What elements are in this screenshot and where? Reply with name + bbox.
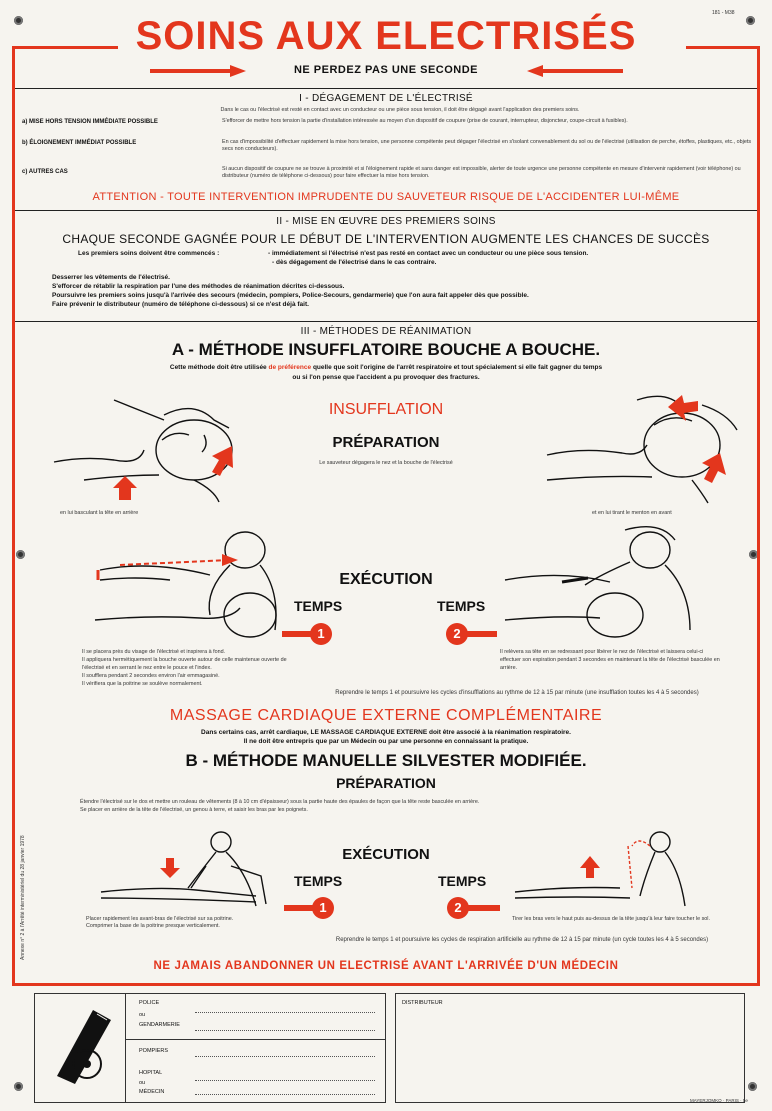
exec-left-text: Il se placera près du visage de l'électrisé et inspirera à fond. Il appliquera hermétiquement la bouche ouverte autour de celle maintenue ouverte de l'électrisé et en serrant le nez entre le pouce et l'index. Il soufflera pendant 2 secondes environ l'air emmagasiné. Il vérifiera que la poitrine se soulève normalement. — [82, 649, 287, 687]
execution-b-heading: EXÉCUTION — [342, 846, 430, 863]
section-3-heading: III - MÉTHODES DE RÉANIMATION — [300, 326, 472, 337]
massage-line-2: Il ne doit être entrepris que par un Médecin ou par une personne en connaissant la pratique. — [243, 738, 529, 745]
massage-line-1: Dans certains cas, arrêt cardiaque, LE MASSAGE CARDIAQUE EXTERNE doit être associé à la réanimation respiratoire. — [201, 729, 571, 736]
caption-left: en lui basculant la tête en arrière — [60, 510, 139, 516]
mounting-hole — [748, 1082, 757, 1091]
item-b-label: b) ÉLOIGNEMENT IMMÉDIAT POSSIBLE — [22, 140, 137, 146]
telephone-icon — [41, 1006, 119, 1090]
temps-b2-label: TEMPS — [438, 873, 487, 889]
exhalation-illustration — [500, 520, 700, 642]
arm-raise-illustration — [510, 826, 710, 914]
step-3: Poursuivre les premiers soins jusqu'à l'arrivée des secours (médecin, pompiers, Police-Secours, gendarmerie) que l'on aura fait appeler dès que possible. — [52, 292, 529, 299]
pompiers-label: POMPIERS — [139, 1048, 169, 1054]
side-note: Annexe n° 2 à l'Arrêté interministériel du 28 janvier 1978 — [20, 835, 26, 960]
temps-1-badge: 1 — [310, 623, 332, 645]
exec-b-left-text: Placer rapidement les avant-bras de l'électrisé sur sa poitrine. Comprimer la base de la poitrine presque verticalement. — [86, 916, 234, 929]
temps-b1-badge: 1 — [312, 897, 334, 919]
page-subtitle: NE PERDEZ PAS UNE SECONDE — [293, 64, 479, 76]
preparation-b-text-1: Étendre l'électrisé sur le dos et mettre un rouleau de vêtements (8 à 10 cm d'épaisseur) sous la partie haute des épaules de façon que la tête reste basculée en arrière. — [80, 799, 480, 805]
poster-reference: 181 - M38 — [712, 10, 735, 16]
temps-2-badge: 2 — [446, 623, 468, 645]
preparation-heading: PRÉPARATION — [332, 434, 440, 451]
temps-b2-badge: 2 — [447, 897, 469, 919]
mounting-hole — [14, 1082, 23, 1091]
distributeur-label: DISTRIBUTEUR — [402, 1000, 443, 1006]
mouth-to-mouth-illustration — [90, 520, 285, 642]
section-1-intro: Dans le cas ou l'électrisé est resté en contact avec un conducteur ou une pièce sous tension, il doit être dégagé avant l'application des premiers soins. — [220, 107, 580, 113]
hopital-label: HOPITAL — [139, 1070, 163, 1076]
caption-right: et en lui tirant le menton en avant — [592, 510, 672, 516]
temps-2-label: TEMPS — [437, 598, 486, 614]
emergency-contacts-box: POLICE ou GENDARMERIE POMPIERS HOPITAL ou MÉDECIN — [34, 993, 386, 1103]
medecin-label: MÉDECIN — [139, 1089, 165, 1095]
section-2-line-b: - immédiatement si l'électrisé n'est pas resté en contact avec un conducteur ou une pièce sous tension. — [268, 250, 589, 257]
repeat-b-text: Reprendre le temps 1 et poursuivre les cycles de respiration artificielle au rythme de 12 à 15 par minute (un cycle toutes les 4 à 5 secondes) — [335, 937, 709, 943]
distributor-box — [395, 993, 745, 1103]
insufflation-heading: INSUFFLATION — [328, 401, 444, 418]
method-a-title: A - MÉTHODE INSUFFLATOIRE BOUCHE A BOUCHE. — [171, 340, 601, 359]
preparation-b-heading: PRÉPARATION — [336, 775, 436, 791]
section-2-line-a: Les premiers soins doivent être commencés : — [78, 250, 220, 257]
right-arrow-icon — [150, 65, 246, 77]
section-2-lead: CHAQUE SECONDE GAGNÉE POUR LE DÉBUT DE L'INTERVENTION AUGMENTE LES CHANCES DE SUCCÈS — [62, 232, 710, 246]
preparation-b-text-2: Se placer en arrière de la tête de l'électrisé, un genou à terre, et saisir les bras par les poignets. — [80, 807, 308, 813]
step-2: S'efforcer de rétablir la respiration par l'une des méthodes de réanimation décrites ci-dessous. — [52, 283, 345, 290]
method-b-title: B - MÉTHODE MANUELLE SILVESTER MODIFIÉE. — [185, 751, 587, 770]
pompiers-number-field[interactable] — [195, 1056, 375, 1057]
chest-compression-illustration — [96, 826, 286, 914]
section-2-line-c: - dès dégagement de l'électrisé dans le cas contraire. — [272, 259, 437, 266]
page-title: SOINS AUX ELECTRISÉS — [135, 14, 637, 58]
item-a-text: S'efforcer de mettre hors tension la partie d'installation intéressée au moyen d'un dispositif de coupure (prise de courant, interrupteur, disjoncteur, coupe-circuit à fusibles). — [222, 118, 628, 124]
massage-title: MASSAGE CARDIAQUE EXTERNE COMPLÉMENTAIRE — [169, 707, 603, 724]
section-1-heading: I - DÉGAGEMENT DE L'ÉLECTRISÉ — [299, 93, 473, 104]
chin-lift-illustration — [542, 385, 742, 505]
police-number-field[interactable] — [195, 1012, 375, 1013]
left-arrow-icon — [527, 65, 623, 77]
step-1: Desserrer les vêtements de l'électrisé. — [52, 274, 170, 281]
item-b-text: En cas d'impossibilité d'effectuer rapidement la mise hors tension, une personne compétente peut dégager l'électrisé en s'isolant convenablement du sol ou de l'électrisé (utilisation de perche, étoffes, plastiques, etc., objets secs non conducteurs). — [222, 139, 752, 152]
exec-b-right-text: Tirer les bras vers le haut puis au-dessus de la tête jusqu'à leur faire toucher le sol. — [512, 916, 710, 922]
gendarmerie-label: GENDARMERIE — [139, 1022, 180, 1028]
temps-1-label: TEMPS — [294, 598, 343, 614]
method-a-desc-2: ou si l'on pense que l'accident a pu provoquer des fractures. — [292, 374, 480, 381]
execution-heading: EXÉCUTION — [339, 571, 433, 588]
warning-text: ATTENTION - TOUTE INTERVENTION IMPRUDENTE DU SAUVETEUR RISQUE DE L'ACCIDENTER LUI-MÊME — [92, 191, 680, 203]
repeat-a-text: Reprendre le temps 1 et poursuivre les cycles d'insufflations au rythme de 12 à 15 par minute (une insufflation toutes les 4 à 5 secondes) — [335, 690, 699, 696]
item-c-label: c) AUTRES CAS — [22, 169, 68, 175]
police-label: POLICE — [139, 1000, 160, 1006]
preparation-text: Le sauveteur dégagera le nez et la bouche de l'électrisé — [319, 460, 453, 466]
method-a-desc: Cette méthode doit être utilisée de préférence quelle que soit l'origine de l'arrêt respiratoire et tout spécialement si elle fait gagner du temps — [169, 364, 603, 371]
printer-mark: MAYERJOMKO · PARIS · 5e — [690, 1098, 748, 1103]
hopital-number-field[interactable] — [195, 1080, 375, 1081]
item-c-text: Si aucun dispositif de coupure ne se trouve à proximité et si l'éloignement rapide et sans danger est impossible, alerter de toute urgence une personne compétente en mesure d'intervenir rapidement (voir téléphone) ou distributeur (numéro de téléphone ci-dessous) pour faire effectuer la mise hors tension. — [222, 166, 741, 179]
exec-right-text: Il relèvera sa tête en se redressant pour libérer le nez de l'électrisé et laissera celui-ci effectuer son expiration pendant 3 secondes en maintenant la tête de l'électrisé basculée en arrière. — [500, 649, 720, 671]
item-a-label: a) MISE HORS TENSION IMMÉDIATE POSSIBLE — [22, 119, 158, 125]
section-2-heading: II - MISE EN ŒUVRE DES PREMIERS SOINS — [276, 216, 496, 227]
temps-b1-label: TEMPS — [294, 873, 343, 889]
step-4: Faire prévenir le distributeur (numéro de téléphone ci-dessous) si ce n'est déjà fait. — [52, 301, 309, 308]
head-tilt-illustration — [44, 390, 244, 505]
footer-warning: NE JAMAIS ABANDONNER UN ELECTRISÉ AVANT L'ARRIVÉE D'UN MÉDECIN — [153, 960, 619, 972]
